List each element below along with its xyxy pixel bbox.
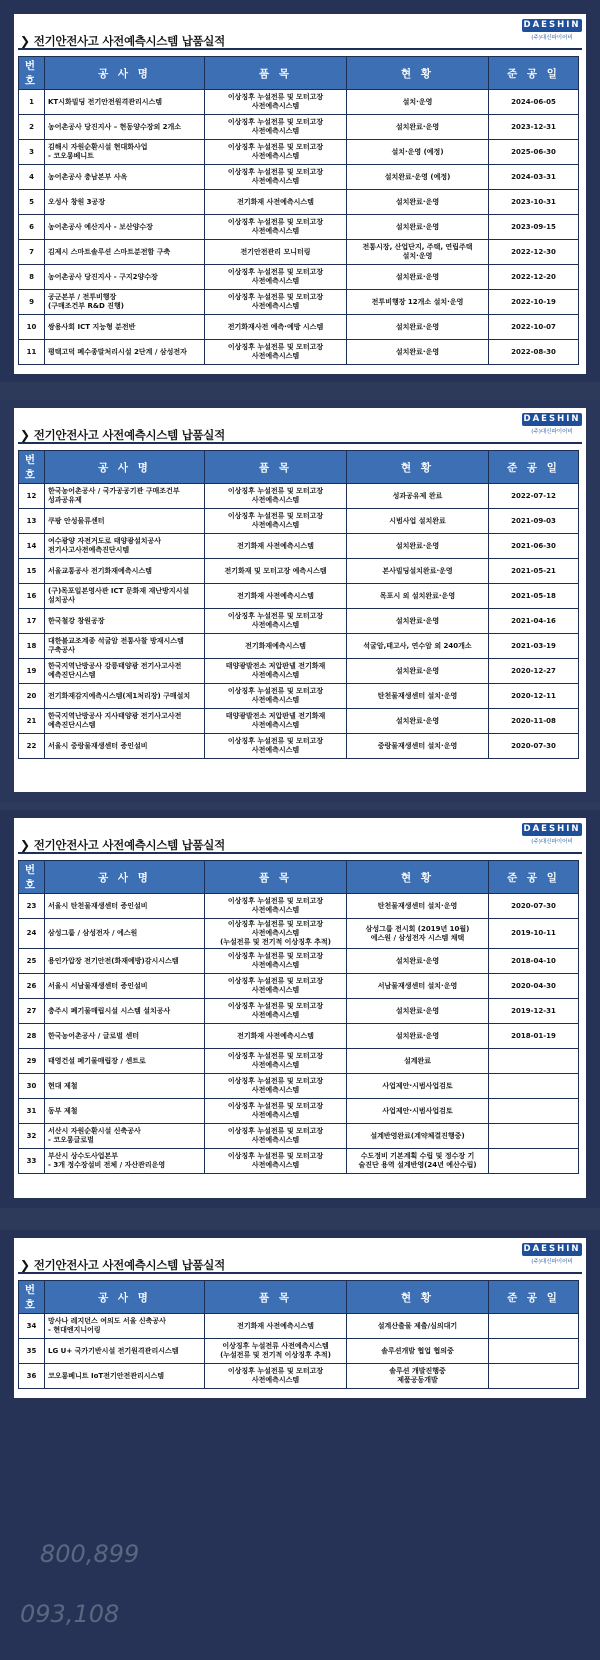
panel-title-text: 전기안전사고 사전예측시스템 납품실적 bbox=[33, 428, 225, 442]
completion-date bbox=[489, 1049, 579, 1074]
project-name: 한국철강 창원공장 bbox=[45, 609, 205, 634]
company-logo bbox=[522, 823, 582, 845]
col-item-header: 품 목 bbox=[205, 451, 347, 484]
panel-header bbox=[14, 1238, 586, 1272]
project-name: 코오롱베니트 IoT전기안전관리시스템 bbox=[45, 1364, 205, 1389]
item-name: 이상징후 누설전류 및 모터고장 사전예측시스템 bbox=[205, 165, 347, 190]
table-row bbox=[19, 999, 579, 1024]
completion-date: 2022-12-20 bbox=[489, 265, 579, 290]
table-row bbox=[19, 340, 579, 365]
col-item-header: 품 목 bbox=[205, 861, 347, 894]
item-name: 이상징후 누설전류 및 모터고장 사전예측시스템 bbox=[205, 115, 347, 140]
row-number: 29 bbox=[19, 1049, 45, 1074]
item-name: 이상징후 누설전류 및 모터고장 사전예측시스템 bbox=[205, 949, 347, 974]
row-number: 16 bbox=[19, 584, 45, 609]
row-number: 2 bbox=[19, 115, 45, 140]
status-text: 전통시장, 산업단지, 주택, 연립주택 설치·운영 bbox=[347, 240, 489, 265]
completion-date bbox=[489, 1339, 579, 1364]
col-number-header: 번호 bbox=[19, 1281, 45, 1314]
project-name: 서울시 중랑물재생센터 증인설비 bbox=[45, 734, 205, 759]
item-name: 이상징후 누설전류 및 모터고장 사전예측시스템 bbox=[205, 684, 347, 709]
status-text: 설치·운영 bbox=[347, 90, 489, 115]
completion-date: 2020-11-08 bbox=[489, 709, 579, 734]
row-number: 19 bbox=[19, 659, 45, 684]
row-number: 3 bbox=[19, 140, 45, 165]
panel-header bbox=[14, 14, 586, 48]
col-number-header: 번호 bbox=[19, 451, 45, 484]
table-row bbox=[19, 315, 579, 340]
row-number: 1 bbox=[19, 90, 45, 115]
item-name: 이상징후 누설전류 및 모터고장 사전예측시스템 bbox=[205, 1049, 347, 1074]
delivery-table bbox=[18, 860, 579, 1174]
table-row bbox=[19, 90, 579, 115]
status-text: 설계반영완료(계약체결진행중) bbox=[347, 1124, 489, 1149]
completion-date: 2023-10-31 bbox=[489, 190, 579, 215]
row-number: 24 bbox=[19, 919, 45, 949]
logo-subtext: (주)대신파이어비 bbox=[531, 429, 573, 435]
row-number: 6 bbox=[19, 215, 45, 240]
item-name: 이상징후 누설전류 및 모터고장 사전예측시스템 bbox=[205, 215, 347, 240]
row-number: 15 bbox=[19, 559, 45, 584]
item-name: 전기화재 사전예측시스템 bbox=[205, 534, 347, 559]
table-row bbox=[19, 659, 579, 684]
table-row bbox=[19, 509, 579, 534]
project-name: LG U+ 국가기반시설 전기원격관리시스템 bbox=[45, 1339, 205, 1364]
completion-date: 2019-12-31 bbox=[489, 999, 579, 1024]
status-text: 설치완료·운영 bbox=[347, 265, 489, 290]
item-name: 이상징후 누설전류 및 모터고장 사전예측시스템 bbox=[205, 609, 347, 634]
logo-subtext: (주)대신파이어비 bbox=[531, 35, 573, 41]
table-header-row bbox=[19, 57, 579, 90]
status-text: 삼성그룹 전시회 (2019년 10월) 에스원 / 삼성전자 시스템 채택 bbox=[347, 919, 489, 949]
project-name: 한국농어촌공사 / 글로벌 센터 bbox=[45, 1024, 205, 1049]
project-name: 현대 제철 bbox=[45, 1074, 205, 1099]
table-row bbox=[19, 894, 579, 919]
status-text: 솔루션개발 협업 협의중 bbox=[347, 1339, 489, 1364]
item-name: 이상징후 누설전류 및 모터고장 사전예측시스템 bbox=[205, 734, 347, 759]
table-row bbox=[19, 534, 579, 559]
completion-date: 2020-12-27 bbox=[489, 659, 579, 684]
row-number: 9 bbox=[19, 290, 45, 315]
row-number: 35 bbox=[19, 1339, 45, 1364]
project-name: 망사나 레지던스 여의도 서울 신축공사 - 현대엔지니어링 bbox=[45, 1314, 205, 1339]
project-name: 농어촌공사 당진지사 - 구지2양수장 bbox=[45, 265, 205, 290]
row-number: 5 bbox=[19, 190, 45, 215]
completion-date: 2024-03-31 bbox=[489, 165, 579, 190]
project-name: 서울교통공사 전기화재예측시스템 bbox=[45, 559, 205, 584]
row-number: 30 bbox=[19, 1074, 45, 1099]
project-name: 동부 제철 bbox=[45, 1099, 205, 1124]
project-name: 김해시 자원순환시설 현대화사업 - 코오롱베니트 bbox=[45, 140, 205, 165]
company-logo bbox=[522, 413, 582, 435]
project-name: KT시화빌딩 전기안전원격관리시스템 bbox=[45, 90, 205, 115]
completion-date bbox=[489, 1314, 579, 1339]
project-name: 서울시 서남물재생센터 증인설비 bbox=[45, 974, 205, 999]
row-number: 36 bbox=[19, 1364, 45, 1389]
completion-date: 2021-04-16 bbox=[489, 609, 579, 634]
table-row bbox=[19, 215, 579, 240]
table-row bbox=[19, 165, 579, 190]
col-number-header: 번호 bbox=[19, 57, 45, 90]
table-row bbox=[19, 1364, 579, 1389]
row-number: 26 bbox=[19, 974, 45, 999]
table-row bbox=[19, 1314, 579, 1339]
completion-date: 2018-04-10 bbox=[489, 949, 579, 974]
logo-text: DAESHIN bbox=[523, 20, 581, 30]
status-text: 설치완료·운영 bbox=[347, 215, 489, 240]
project-name: 공군본부 / 전투비행장 (구매조건부 R&D 진행) bbox=[45, 290, 205, 315]
project-name: 용인가압장 전기안전(화재예방)감시시스템 bbox=[45, 949, 205, 974]
status-text: 탄천물재생센터 설치·운영 bbox=[347, 894, 489, 919]
table-row bbox=[19, 609, 579, 634]
completion-date bbox=[489, 1099, 579, 1124]
delivery-record-panel bbox=[14, 14, 586, 374]
completion-date bbox=[489, 1149, 579, 1174]
table-row bbox=[19, 1124, 579, 1149]
item-name: 이상징후 누설전류 및 모터고장 사전예측시스템 bbox=[205, 894, 347, 919]
table-header-row bbox=[19, 451, 579, 484]
row-number: 32 bbox=[19, 1124, 45, 1149]
project-name: 충주시 폐기물매립시설 시스템 설치공사 bbox=[45, 999, 205, 1024]
table-row bbox=[19, 1074, 579, 1099]
completion-date: 2019-10-11 bbox=[489, 919, 579, 949]
completion-date: 2020-04-30 bbox=[489, 974, 579, 999]
col-completion-date-header: 준 공 일 bbox=[489, 1281, 579, 1314]
project-name: 태영건설 폐기물매립장 / 센트로 bbox=[45, 1049, 205, 1074]
row-number: 8 bbox=[19, 265, 45, 290]
delivery-record-panel bbox=[14, 1238, 586, 1398]
row-number: 23 bbox=[19, 894, 45, 919]
delivery-record-panel bbox=[14, 818, 586, 1198]
col-status-header: 현 황 bbox=[347, 861, 489, 894]
col-project-name-header: 공 사 명 bbox=[45, 451, 205, 484]
project-name: 오성사 창원 3공장 bbox=[45, 190, 205, 215]
table-row bbox=[19, 1099, 579, 1124]
table-row bbox=[19, 1339, 579, 1364]
chevron-right-icon: ❯ bbox=[20, 1258, 30, 1272]
completion-date bbox=[489, 1074, 579, 1099]
table-header-row bbox=[19, 861, 579, 894]
col-item-header: 품 목 bbox=[205, 1281, 347, 1314]
company-logo bbox=[522, 1243, 582, 1265]
project-name: 서울시 탄천물재생센터 증인설비 bbox=[45, 894, 205, 919]
table-row bbox=[19, 684, 579, 709]
row-number: 12 bbox=[19, 484, 45, 509]
item-name: 이상징후 누설전류 및 모터고장 사전예측시스템 bbox=[205, 1124, 347, 1149]
completion-date: 2022-07-12 bbox=[489, 484, 579, 509]
completion-date: 2023-09-15 bbox=[489, 215, 579, 240]
status-text: 설치완료·운영 bbox=[347, 315, 489, 340]
status-text: 중랑물재생센터 설치·운영 bbox=[347, 734, 489, 759]
project-name: 서산시 자원순환시설 신축공사 - 코오롱글로벌 bbox=[45, 1124, 205, 1149]
col-status-header: 현 황 bbox=[347, 451, 489, 484]
completion-date: 2022-08-30 bbox=[489, 340, 579, 365]
project-name: 한국농어촌공사 / 국가공공기관 구매조건부 성과공유제 bbox=[45, 484, 205, 509]
status-text: 설치완료·운영 bbox=[347, 949, 489, 974]
completion-date: 2020-07-30 bbox=[489, 734, 579, 759]
completion-date: 2024-06-05 bbox=[489, 90, 579, 115]
col-completion-date-header: 준 공 일 bbox=[489, 861, 579, 894]
panel-header bbox=[14, 818, 586, 852]
status-text: 설계산출물 제출/심의대기 bbox=[347, 1314, 489, 1339]
project-name: 쌍용사회 ICT 지능형 분전반 bbox=[45, 315, 205, 340]
background-number: 800,899 bbox=[40, 1540, 140, 1568]
table-row bbox=[19, 709, 579, 734]
panel-title bbox=[20, 33, 225, 49]
project-name: (구)목포일본영사관 ICT 문화재 재난방지시설 설치공사 bbox=[45, 584, 205, 609]
row-number: 10 bbox=[19, 315, 45, 340]
row-number: 21 bbox=[19, 709, 45, 734]
chevron-right-icon: ❯ bbox=[20, 428, 30, 442]
item-name: 전기화재 사전예측시스템 bbox=[205, 1024, 347, 1049]
col-status-header: 현 황 bbox=[347, 57, 489, 90]
table-row bbox=[19, 559, 579, 584]
status-text: 전투비행장 12개소 설치·운영 bbox=[347, 290, 489, 315]
completion-date: 2023-12-31 bbox=[489, 115, 579, 140]
status-text: 수도정비 기본계획 수립 및 정수장 기 술진단 용역 설계반영(24년 예산수립) bbox=[347, 1149, 489, 1174]
item-name: 이상징후 누설전류 및 모터고장 사전예측시스템 bbox=[205, 90, 347, 115]
completion-date: 2020-07-30 bbox=[489, 894, 579, 919]
project-name: 평택고덕 폐수종말처리시설 2단계 / 삼성전자 bbox=[45, 340, 205, 365]
panel-title bbox=[20, 427, 225, 443]
completion-date: 2022-10-19 bbox=[489, 290, 579, 315]
row-number: 27 bbox=[19, 999, 45, 1024]
table-row bbox=[19, 115, 579, 140]
logo-subtext: (주)대신파이어비 bbox=[531, 1259, 573, 1265]
chevron-right-icon: ❯ bbox=[20, 34, 30, 48]
item-name: 이상징후 누설전류 및 모터고장 사전예측시스템 bbox=[205, 140, 347, 165]
table-row bbox=[19, 190, 579, 215]
completion-date: 2025-06-30 bbox=[489, 140, 579, 165]
project-name: 농어촌공사 충남본부 사옥 bbox=[45, 165, 205, 190]
status-text: 설치완료·운영 bbox=[347, 1024, 489, 1049]
project-name: 여수광양 자전거도로 태양광설치공사 전기사고사전예측진단시템 bbox=[45, 534, 205, 559]
col-project-name-header: 공 사 명 bbox=[45, 57, 205, 90]
col-completion-date-header: 준 공 일 bbox=[489, 57, 579, 90]
status-text: 탄천물재생센터 설치·운영 bbox=[347, 684, 489, 709]
row-number: 28 bbox=[19, 1024, 45, 1049]
row-number: 20 bbox=[19, 684, 45, 709]
item-name: 이상징후 누설전류 및 모터고장 사전예측시스템 bbox=[205, 974, 347, 999]
status-text: 시범사업 설치완료 bbox=[347, 509, 489, 534]
status-text: 설치완료·운영 bbox=[347, 190, 489, 215]
row-number: 4 bbox=[19, 165, 45, 190]
item-name: 이상징후 누설전류 사전예측시스템 (누설전류 및 전기적 이상징후 추적) bbox=[205, 1339, 347, 1364]
table-row bbox=[19, 949, 579, 974]
item-name: 이상징후 누설전류 및 모터고장 사전예측시스템 bbox=[205, 509, 347, 534]
col-number-header: 번호 bbox=[19, 861, 45, 894]
status-text: 설치완료·운영 bbox=[347, 999, 489, 1024]
project-name: 김제시 스마트솔루션 스마트분전함 구축 bbox=[45, 240, 205, 265]
table-row bbox=[19, 290, 579, 315]
item-name: 이상징후 누설전류 및 모터고장 사전예측시스템 bbox=[205, 1149, 347, 1174]
table-row bbox=[19, 484, 579, 509]
item-name: 전기화재사전 예측·예방 시스템 bbox=[205, 315, 347, 340]
table-row bbox=[19, 974, 579, 999]
item-name: 이상징후 누설전류 및 모터고장 사전예측시스템 bbox=[205, 999, 347, 1024]
status-text: 설치완료·운영 bbox=[347, 659, 489, 684]
status-text: 설치완료·운영 bbox=[347, 534, 489, 559]
project-name: 한국지역난방공사 지사태양광 전기사고사전 예측진단시스템 bbox=[45, 709, 205, 734]
panel-header bbox=[14, 408, 586, 442]
status-text: 설치완료·운영 bbox=[347, 340, 489, 365]
delivery-table bbox=[18, 450, 579, 759]
project-name: 한국지역난방공사 강릉태양광 전기사고사전 예측진단시스템 bbox=[45, 659, 205, 684]
completion-date: 2021-09-03 bbox=[489, 509, 579, 534]
item-name: 이상징후 누설전류 및 모터고장 사전예측시스템 bbox=[205, 1074, 347, 1099]
item-name: 이상징후 누설전류 및 모터고장 사전예측시스템 bbox=[205, 1364, 347, 1389]
status-text: 성과공유제 완료 bbox=[347, 484, 489, 509]
row-number: 22 bbox=[19, 734, 45, 759]
status-text: 설치완료·운영 bbox=[347, 609, 489, 634]
completion-date: 2021-03-19 bbox=[489, 634, 579, 659]
completion-date: 2021-05-18 bbox=[489, 584, 579, 609]
item-name: 이상징후 누설전류 및 모터고장 사전예측시스템 (누설전류 및 전기적 이상징후 추적) bbox=[205, 919, 347, 949]
project-name: 부산시 상수도사업본부 - 3개 정수장설비 전체 / 자산관리운영 bbox=[45, 1149, 205, 1174]
completion-date: 2022-12-30 bbox=[489, 240, 579, 265]
table-row bbox=[19, 240, 579, 265]
delivery-record-panel bbox=[14, 408, 586, 792]
status-text: 솔루션 개발진행중 제품공동개발 bbox=[347, 1364, 489, 1389]
item-name: 이상징후 누설전류 및 모터고장 사전예측시스템 bbox=[205, 340, 347, 365]
logo-subtext: (주)대신파이어비 bbox=[531, 839, 573, 845]
panel-title-text: 전기안전사고 사전예측시스템 납품실적 bbox=[33, 1258, 225, 1272]
panel-title-text: 전기안전사고 사전예측시스템 납품실적 bbox=[33, 838, 225, 852]
status-text: 사업제안·시범사업검토 bbox=[347, 1099, 489, 1124]
table-row bbox=[19, 1149, 579, 1174]
project-name: 농어촌공사 예산지사 - 보산양수장 bbox=[45, 215, 205, 240]
table-row bbox=[19, 1049, 579, 1074]
status-text: 석굴암,태고사, 연수암 외 240개소 bbox=[347, 634, 489, 659]
item-name: 태양광발전소 저압판넬 전기화재 사전예측시스템 bbox=[205, 659, 347, 684]
row-number: 31 bbox=[19, 1099, 45, 1124]
item-name: 전기화재예측시스템 bbox=[205, 634, 347, 659]
project-name: 전기화재감지예측시스템(제1처리장) 구매설치 bbox=[45, 684, 205, 709]
completion-date: 2021-05-21 bbox=[489, 559, 579, 584]
table-header-row bbox=[19, 1281, 579, 1314]
completion-date: 2018-01-19 bbox=[489, 1024, 579, 1049]
item-name: 이상징후 누설전류 및 모터고장 사전예측시스템 bbox=[205, 484, 347, 509]
delivery-table bbox=[18, 1280, 579, 1389]
item-name: 이상징후 누설전류 및 모터고장 사전예측시스템 bbox=[205, 1099, 347, 1124]
table-row bbox=[19, 265, 579, 290]
delivery-table bbox=[18, 56, 579, 365]
panel-title-text: 전기안전사고 사전예측시스템 납품실적 bbox=[33, 34, 225, 48]
row-number: 13 bbox=[19, 509, 45, 534]
row-number: 14 bbox=[19, 534, 45, 559]
logo-text: DAESHIN bbox=[523, 1244, 581, 1254]
item-name: 전기안전관리 모니터링 bbox=[205, 240, 347, 265]
status-text: 본사빌딩설치완료·운영 bbox=[347, 559, 489, 584]
chevron-right-icon: ❯ bbox=[20, 838, 30, 852]
row-number: 11 bbox=[19, 340, 45, 365]
status-text: 설계완료 bbox=[347, 1049, 489, 1074]
status-text: 설치완료·운영 bbox=[347, 115, 489, 140]
row-number: 18 bbox=[19, 634, 45, 659]
status-text: 사업제안·시범사업검토 bbox=[347, 1074, 489, 1099]
item-name: 전기화재 사전예측시스템 bbox=[205, 1314, 347, 1339]
background-number: 093,108 bbox=[20, 1600, 120, 1628]
logo-text: DAESHIN bbox=[523, 824, 581, 834]
table-row bbox=[19, 919, 579, 949]
completion-date bbox=[489, 1124, 579, 1149]
status-text: 설치완료·운영 (예정) bbox=[347, 165, 489, 190]
row-number: 25 bbox=[19, 949, 45, 974]
table-row bbox=[19, 634, 579, 659]
panel-title bbox=[20, 1257, 225, 1273]
logo-text: DAESHIN bbox=[523, 414, 581, 424]
status-text: 목포시 외 설치완료·운영 bbox=[347, 584, 489, 609]
table-row bbox=[19, 734, 579, 759]
panel-title bbox=[20, 837, 225, 853]
item-name: 태양광발전소 저압판넬 전기화재 사전예측시스템 bbox=[205, 709, 347, 734]
completion-date: 2021-06-30 bbox=[489, 534, 579, 559]
item-name: 이상징후 누설전류 및 모터고장 사전예측시스템 bbox=[205, 290, 347, 315]
company-logo bbox=[522, 19, 582, 41]
status-text: 서남물재생센터 설치·운영 bbox=[347, 974, 489, 999]
project-name: 대한불교조계종 석굴암 전통사찰 방재시스템 구축공사 bbox=[45, 634, 205, 659]
table-row bbox=[19, 140, 579, 165]
item-name: 이상징후 누설전류 및 모터고장 사전예측시스템 bbox=[205, 265, 347, 290]
status-text: 설치·운영 (예정) bbox=[347, 140, 489, 165]
col-completion-date-header: 준 공 일 bbox=[489, 451, 579, 484]
row-number: 34 bbox=[19, 1314, 45, 1339]
col-project-name-header: 공 사 명 bbox=[45, 1281, 205, 1314]
project-name: 쿠팡 안성물류센터 bbox=[45, 509, 205, 534]
status-text: 설치완료·운영 bbox=[347, 709, 489, 734]
completion-date: 2022-10-07 bbox=[489, 315, 579, 340]
item-name: 전기화재 사전예측시스템 bbox=[205, 584, 347, 609]
completion-date: 2020-12-11 bbox=[489, 684, 579, 709]
item-name: 전기화재 및 모터고장 예측시스템 bbox=[205, 559, 347, 584]
item-name: 전기화재 사전예측시스템 bbox=[205, 190, 347, 215]
row-number: 17 bbox=[19, 609, 45, 634]
project-name: 농어촌공사 당진지사 – 현동양수장외 2개소 bbox=[45, 115, 205, 140]
col-status-header: 현 황 bbox=[347, 1281, 489, 1314]
row-number: 33 bbox=[19, 1149, 45, 1174]
row-number: 7 bbox=[19, 240, 45, 265]
col-project-name-header: 공 사 명 bbox=[45, 861, 205, 894]
table-row bbox=[19, 584, 579, 609]
completion-date bbox=[489, 1364, 579, 1389]
table-row bbox=[19, 1024, 579, 1049]
project-name: 삼성그룹 / 삼성전자 / 에스원 bbox=[45, 919, 205, 949]
col-item-header: 품 목 bbox=[205, 57, 347, 90]
